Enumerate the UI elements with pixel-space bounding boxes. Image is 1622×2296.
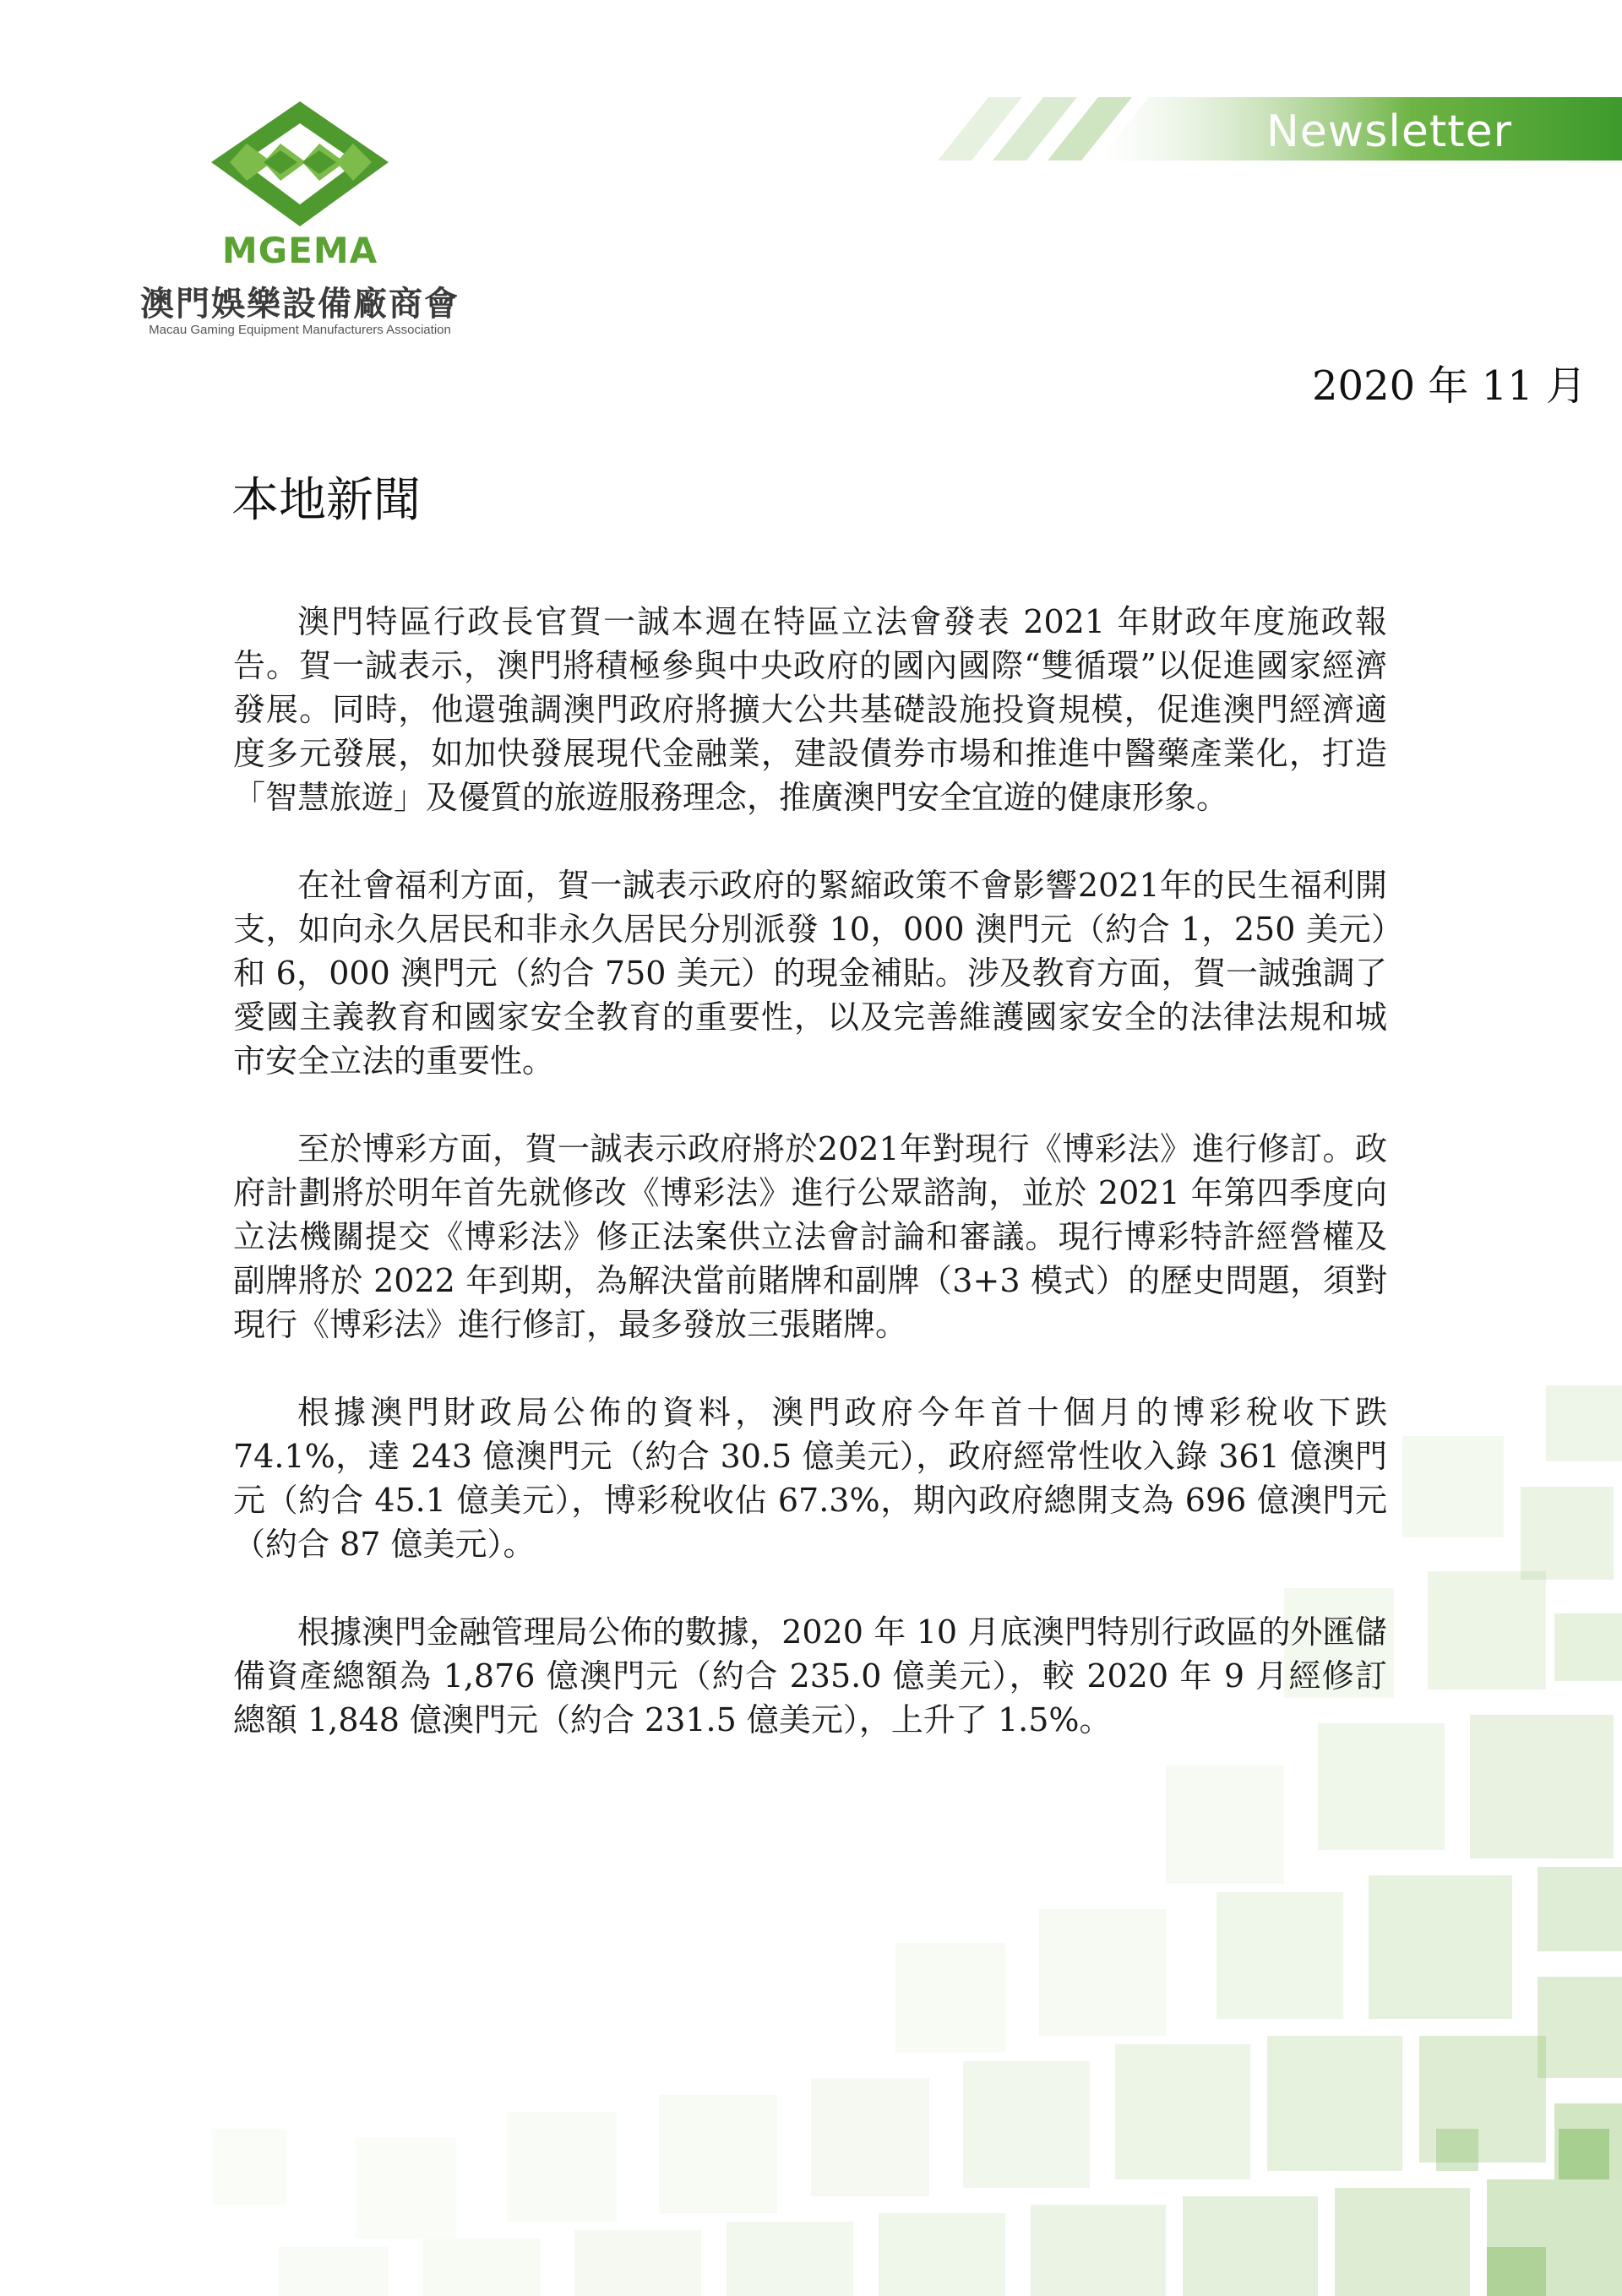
news-paragraph: 根據澳門金融管理局公佈的數據，2020 年 10 月底澳門特別行政區的外匯儲備資產總額為 1,876 億澳門元（約合 235.0 億美元），較 2020 年 9 月經修訂總額 1,848 億澳門元（約合 231.5 億美元），上升了 1.5%。 (233, 1613, 1387, 1738)
news-paragraph: 在社會福利方面，賀一誠表示政府的緊縮政策不會影響2021年的民生福利開支，如向永久居民和非永久居民分別派發 10，000 澳門元（約合 1，250 美元）和 6，000 澳門元（約合 750 美元）的現金補貼。涉及教育方面，賀一誠強調了愛國主義教育和國家安全教育的重要性，以及完善維護國家安全的法律法規和城市安全立法的重要性。 (233, 867, 1387, 1080)
logo-chinese-name: 澳門娛樂設備廠商會 (140, 285, 460, 324)
logo-english-name: Macau Gaming Equipment Manufacturers Association (149, 323, 451, 337)
newsletter-label: Newsletter (1265, 106, 1512, 157)
news-body (233, 600, 1387, 1786)
news-paragraph: 澳門特區行政長官賀一誠本週在特區立法會發表 2021 年財政年度施政報告。賀一誠表示，澳門將積極參與中央政府的國內國際“雙循環”以促進國家經濟發展。同時，他還強調澳門政府將擴大公共基礎設施投資規模，促進澳門經濟適度多元發展，如加快發展現代金融業，建設債券市場和推進中醫藥產業化，打造「智慧旅遊」及優質的旅遊服務理念，推廣澳門安全宜遊的健康形象。 (233, 603, 1387, 816)
logo-abbreviation: MGEMA (221, 230, 378, 271)
organization-logo (118, 101, 490, 346)
news-paragraph: 根據澳門財政局公佈的資料，澳門政府今年首十個月的博彩稅收下跌74.1%，達 243 億澳門元（約合 30.5 億美元），政府經常性收入錄 361 億澳門元（約合 45.1 億美元），博彩稅收佔 67.3%，期內政府總開支為 696 億澳門元（約合 87 億美元）。 (233, 1394, 1387, 1563)
news-paragraph: 至於博彩方面，賀一誠表示政府將於2021年對現行《博彩法》進行修訂。政府計劃將於明年首先就修改《博彩法》進行公眾諮詢，並於 2021 年第四季度向立法機關提交《博彩法》修正法案供立法會討論和審議。現行博彩特許經營權及副牌將於 2022 年到期，為解決當前賭牌和副牌（3+3 模式）的歷史問題，須對現行《博彩法》進行修訂，最多發放三張賭牌。 (233, 1130, 1387, 1343)
newsletter-banner (938, 93, 1622, 169)
issue-date: 2020 年 11 月 (1311, 362, 1587, 410)
mgema-diamond-emblem (211, 101, 389, 228)
section-title: 本地新聞 (231, 473, 421, 528)
